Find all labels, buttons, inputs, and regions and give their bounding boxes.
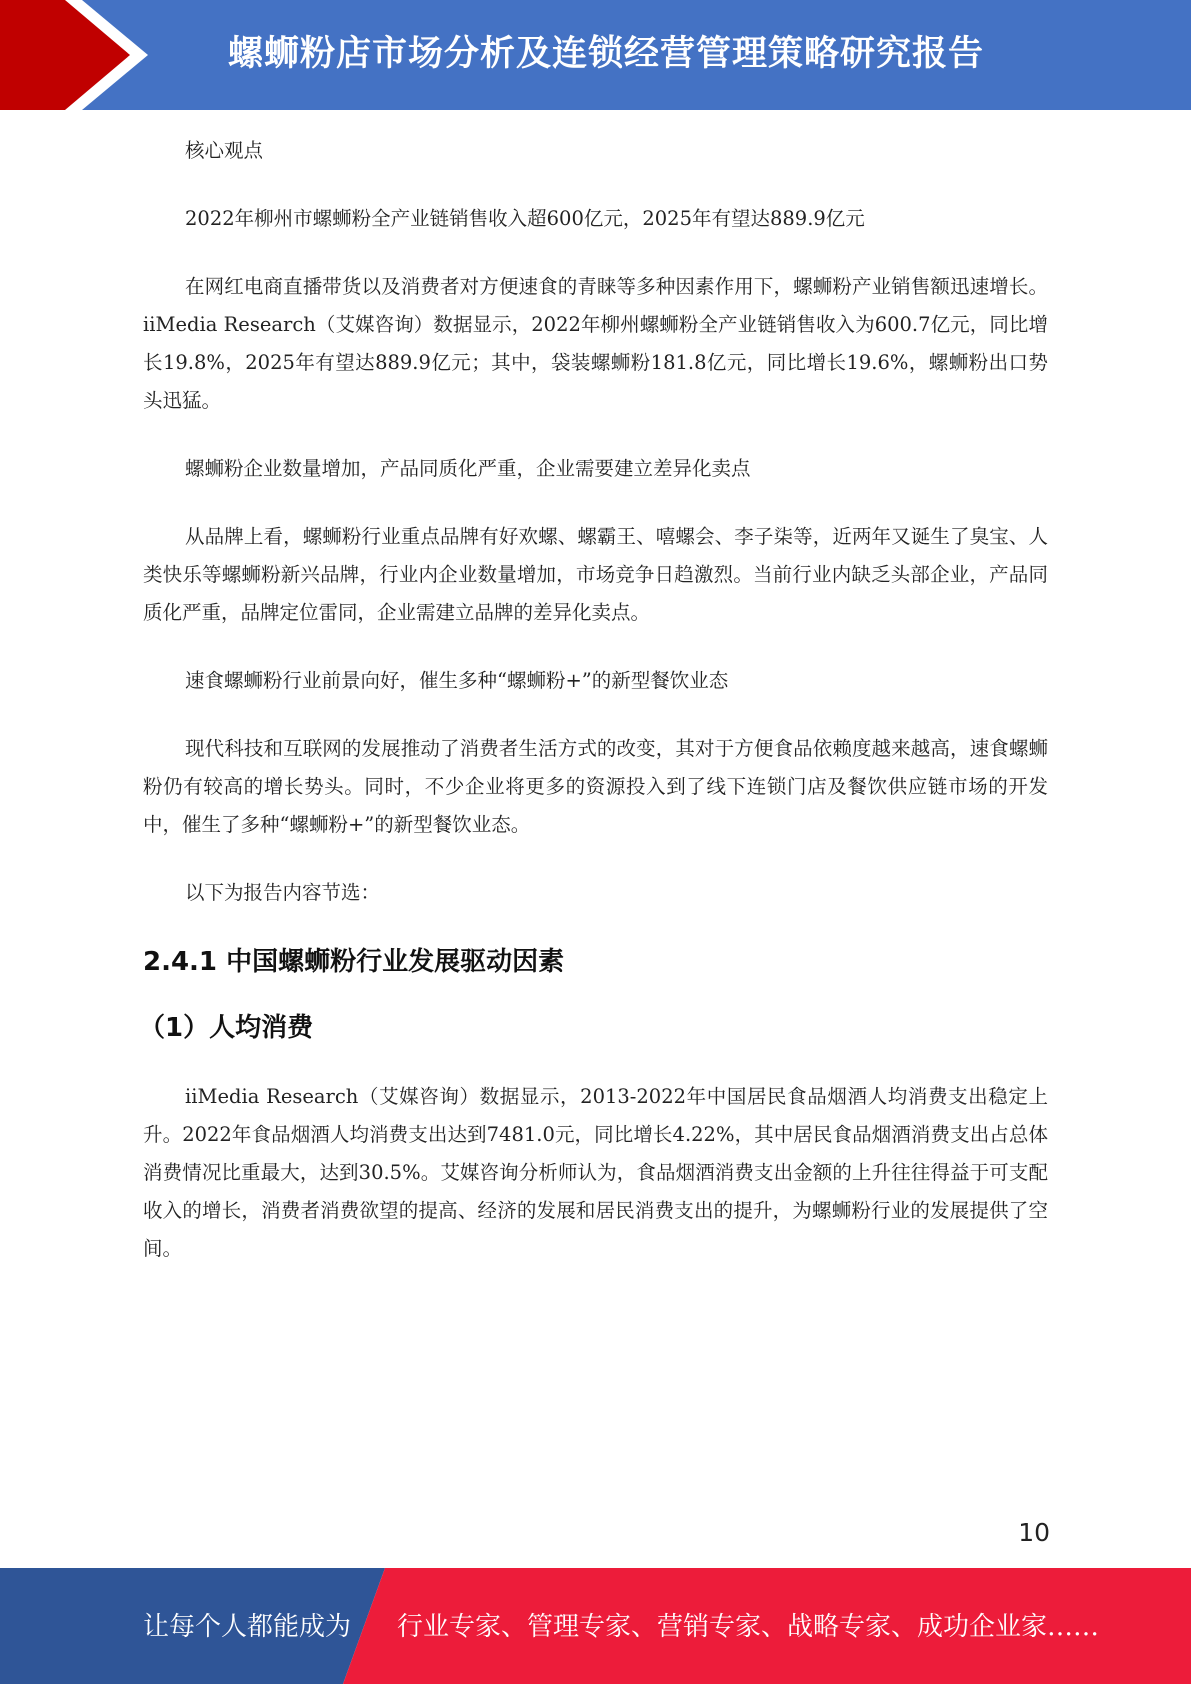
paragraph-headline-3: 速食螺蛳粉行业前景向好，催生多种“螺蛳粉+”的新型餐饮业态 bbox=[185, 669, 729, 692]
excerpt-intro: 以下为报告内容节选： bbox=[185, 881, 381, 904]
footer-slogan-left: 让每个人都能成为 bbox=[143, 1612, 352, 1642]
page-footer bbox=[0, 1568, 1191, 1684]
paragraph-body-3: 现代科技和互联网的发展推动了消费者生活方式的改变，其对于方便食品依赖度越来越高，速食螺蛳粉仍有较高的增长势头。同时，不少企业将更多的资源投入到了线下连锁门店及餐饮供应链市场的开发中，催生了多种“螺蛳粉+”的新型餐饮业态。 bbox=[143, 737, 1048, 836]
paragraph-body-1: 在网红电商直播带货以及消费者对方便速食的青睐等多种因素作用下，螺蛳粉产业销售额迅速增长。iiMedia Research（艾媒咨询）数据显示，2022年柳州螺蛳粉全产业链销售收入为600.7亿元，同比增长19.8%，2025年有望达889.9亿元；其中，袋装螺蛳粉181.8亿元，同比增长19.6%，螺蛳粉出口势头迅猛。 bbox=[143, 275, 1048, 412]
paragraph-body-4: iiMedia Research（艾媒咨询）数据显示，2013-2022年中国居民食品烟酒人均消费支出稳定上升。2022年食品烟酒人均消费支出达到7481.0元，同比增长4.22%，其中居民食品烟酒消费支出占总体消费情况比重最大，达到30.5%。艾媒咨询分析师认为，食品烟酒消费支出金额的上升往往得益于可支配收入的增长，消费者消费欲望的提高、经济的发展和居民消费支出的提升，为螺蛳粉行业的发展提供了空间。 bbox=[143, 1085, 1048, 1260]
page-number: 10 bbox=[1018, 1518, 1050, 1547]
page-content bbox=[139, 132, 1048, 1298]
subsection-heading: （1）人均消费 bbox=[139, 1013, 314, 1043]
core-viewpoint-label: 核心观点 bbox=[185, 139, 264, 162]
paragraph-headline-2: 螺蛳粉企业数量增加，产品同质化严重，企业需要建立差异化卖点 bbox=[185, 457, 751, 480]
paragraph-body-2: 从品牌上看，螺蛳粉行业重点品牌有好欢螺、螺霸王、嘻螺会、李子柒等，近两年又诞生了臭宝、人类快乐等螺蛳粉新兴品牌，行业内企业数量增加，市场竞争日趋激烈。当前行业内缺乏头部企业，产品同质化严重，品牌定位雷同，企业需建立品牌的差异化卖点。 bbox=[143, 525, 1048, 624]
section-heading: 2.4.1 中国螺蛳粉行业发展驱动因素 bbox=[143, 947, 565, 977]
page-header bbox=[0, 0, 1191, 110]
arrow-logo-icon bbox=[0, 0, 160, 110]
paragraph-headline-1: 2022年柳州市螺蛳粉全产业链销售收入超600亿元，2025年有望达889.9亿元 bbox=[185, 207, 865, 230]
report-title: 螺蛳粉店市场分析及连锁经营管理策略研究报告 bbox=[228, 34, 985, 74]
footer-slogan-right: 行业专家、管理专家、营销专家、战略专家、成功企业家…… bbox=[397, 1612, 1100, 1642]
